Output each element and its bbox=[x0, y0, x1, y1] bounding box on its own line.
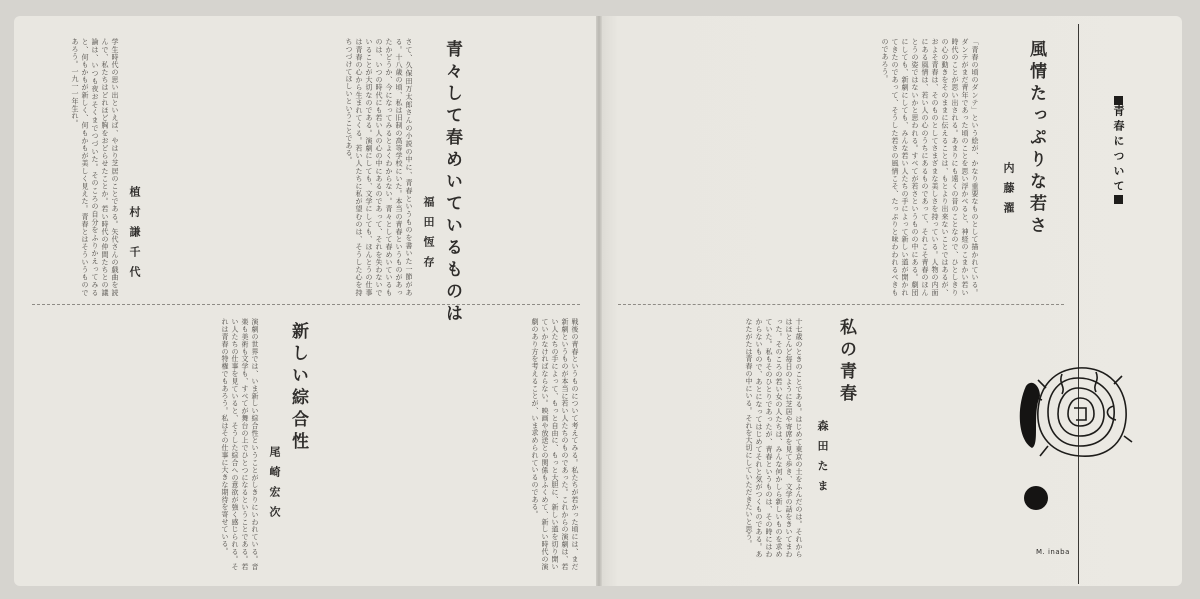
section-label: 青春について bbox=[1112, 105, 1125, 195]
article-body-uemura: 学生時代の思い出といえば、やはり芝居のことである。矢代さんの戯曲を読んで、私たちはどれほど胸をおどらせたことか。若い時代の仲間たちとの議論は、いつも夜おそくまでつづいた。そのころの自分をふりかえってみると、何もかもが新しく、何もかもが美しく見えた。青春とはそういうものであろう。一九一一年生れ。 bbox=[71, 38, 119, 296]
article-title-aoao: 青々して春めいているものは bbox=[442, 40, 462, 326]
article-title-atarashii-sogosei: 新しい綜合性 bbox=[288, 322, 308, 454]
article-body-watashi-no-seishun: 十七歳のときのことである。はじめて東京の土をふんだのは。それからはほとんど毎日のように芝居や寄席を見て歩き、文学の話をきいてまわった。そのころの若い女の人たちは、みんな何かしら新しいものを求めていた。私もそのひとりであったが、青春というものは、その時にはわからないもので、あとになってはじめてそれと気がつくものである。あなたがたは青春の中にいる。それを大切にしていただきたいと思う。 bbox=[745, 318, 803, 558]
ink-blot-left bbox=[1020, 383, 1040, 448]
binding-gutter bbox=[596, 16, 602, 586]
article-body-aoao: さて、久保田万太郎さんの小説の中に、青春というものを書いた一節がある。十八歳の頃、私は旧制の高等学校にいた。本当の青春というものがあったかどうか、今になってみるとよくわからない。青々として春めいているものは、いつの時代にも若い人の心の中にあるのであって、それを失わないでいることが大切なのである。演劇にしても、文学にしても、ほんとうの仕事は青春の心から生まれてくる。若い人たちに私が望むのは、そうした心を持ちつづけてほしいということである。 bbox=[345, 38, 413, 296]
article-author-naito: 内藤濯 bbox=[1002, 162, 1015, 222]
square-bullet-icon bbox=[1114, 96, 1123, 105]
square-bullet-icon bbox=[1114, 195, 1123, 204]
illustration-signature: M. inaba bbox=[1036, 548, 1070, 556]
ink-dot bbox=[1024, 486, 1048, 510]
article-body-uemura-cont bbox=[150, 38, 242, 296]
article-body-aoao-cont bbox=[474, 38, 582, 296]
article-author-uemura: 植村謙千代 bbox=[128, 186, 141, 286]
article-title-watashi-no-seishun: 私の青春 bbox=[836, 318, 856, 406]
article-author-fukuda: 福田恆存 bbox=[422, 196, 435, 276]
right-page-divider bbox=[618, 304, 1064, 305]
article-title-fuzei: 風情たっぷりな若さ bbox=[1026, 40, 1046, 238]
article-author-ozaki: 尾崎宏次 bbox=[268, 446, 281, 526]
article-body-fuzei: 「青春の頃のダンテ」という絵が、かなり重要なものとして描かれている。ダンテがまだ青年であった頃のことを思い浮かべると、神経のこまかい若い時代のことが思い出される。あまりにも遠くの昔のことなので、ひとしきりの心の動きをそのままに伝えることは、もとより出来ないことではあるが、およそ青春は、そのものとしてさまざまな美しさを持っている。人物の内面にある風情は、若い人の心のうちにあるものであって、それこそ青春のほんとうの姿ではないかと思われる。すべてが若さというものの中にある。劇団にしても、新劇にしても、みんな若い人たちの手によって新しい道が開かれてきたのであって、そうした若さの風情こそ、たっぷりと味わわれるべきものであろう。 bbox=[881, 38, 979, 296]
article-body-sengo: 戦後の青春というものについて考えてみる。私たちが若かった頃には、まだ新劇というものが本当に若い人たちのものであった。これからの演劇は、若い人たちの手によって、もっと自由に、もっと大胆に、新しい道を切り開いていかなければならない。映画や放送との関係もふくめて、新しい時代の演劇のあり方を考えることが、いま求められているのである。 bbox=[531, 318, 579, 570]
left-page-divider bbox=[32, 304, 580, 305]
section-heading bbox=[1110, 96, 1126, 204]
article-body-atarashii-sogosei: 演劇の世界では、いま新しい綜合性ということがしきりにいわれている。音楽も美術も文学も、すべてが舞台の上でひとつになるということである。若い人たちの仕事を見ていると、そうした綜合への意欲が強く感じられる。それは青春の特権でもあろう。私はその仕事に大きな期待を寄せている。 bbox=[221, 318, 259, 570]
abstract-maze-illustration bbox=[1018, 348, 1136, 534]
article-body-watashi-no-seishun-cont bbox=[858, 318, 1008, 450]
article-author-morita: 森田たま bbox=[816, 420, 829, 500]
